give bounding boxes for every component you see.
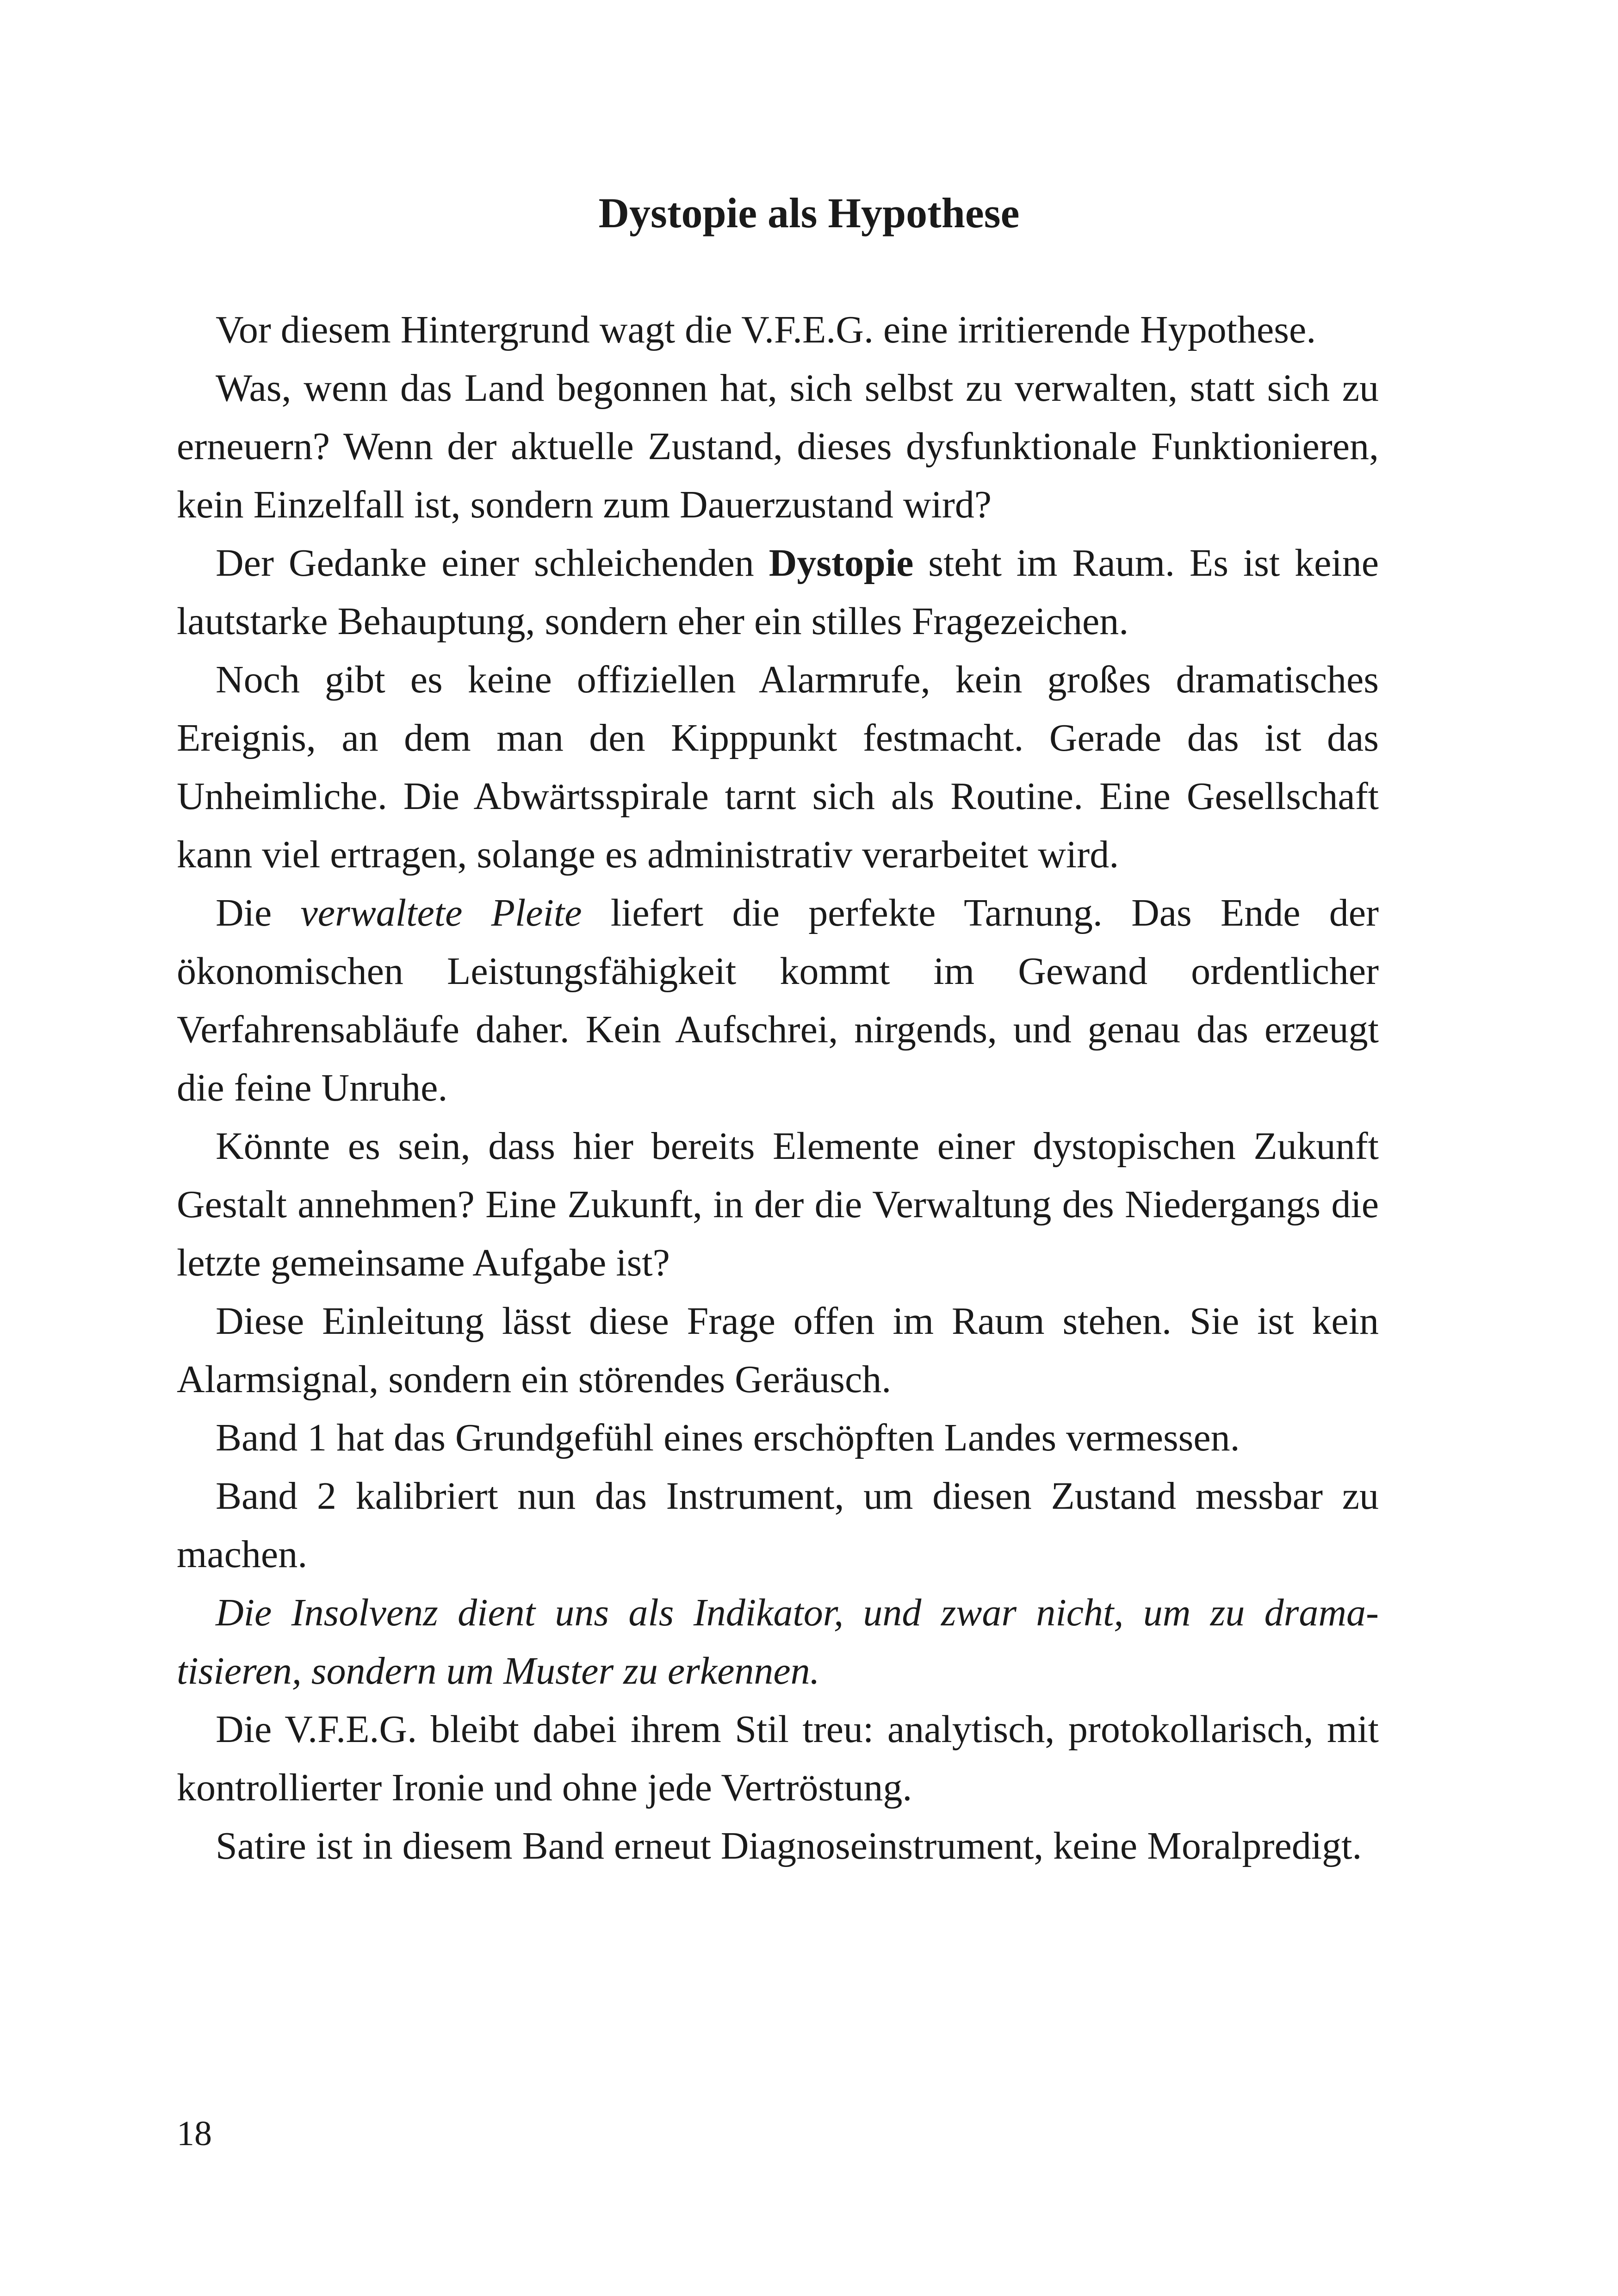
paragraph-text: Der Gedanke einer schleichenden — [216, 541, 769, 585]
page-number: 18 — [177, 2114, 212, 2153]
paragraph-text: Die — [216, 891, 301, 934]
paragraph: Diese Einleitung lässt diese Frage offen im Raum stehen. Sie ist kein Alarmsignal, sondern ein störendes Geräusch. — [177, 1300, 1379, 1401]
section-heading: Dystopie als Hypothese — [598, 189, 1020, 236]
paragraph — [177, 534, 1379, 651]
paragraph: Band 2 kalibriert nun das Instrument, um diesen Zustand messbar zu machen. — [177, 1475, 1379, 1576]
paragraph: Noch gibt es keine offiziellen Alarmrufe, kein großes dramatisches Ereignis, an dem man den Kipppunkt festmacht. Gerade das ist das Unheimliche. Die Abwärtsspirale tarnt sich als Routine. Eine Gesellschaft kann viel ertragen, solange es administrativ verarbeitet wird. — [177, 658, 1379, 876]
paragraph: Satire ist in diesem Band erneut Diagnoseinstrument, keine Moralpredigt. — [216, 1824, 1362, 1867]
paragraph: Was, wenn das Land begonnen hat, sich selbst zu verwalten, statt sich zu erneuern? Wenn der aktuelle Zustand, dieses dysfunktionale Funktionieren, kein Einzelfall ist, sondern zum Dauerzustand wird? — [177, 367, 1379, 526]
paragraph: Könnte es sein, dass hier bereits Elemente einer dystopischen Zukunft Gestalt annehmen? Eine Zukunft, in der die Verwaltung des Niedergangs die letzte gemeinsame Aufgabe ist? — [177, 1125, 1379, 1284]
paragraph-text: liefert die perfekte Tarnung. Das Ende der ökonomischen Leistungsfähigkeit kommt im Gewand ordentlicher Verfahrensabläufe daher. Kein Aufschrei, nirgends, und genau das erzeugt die feine Unruhe. — [177, 891, 1379, 1109]
body-text — [177, 301, 1379, 1875]
paragraph — [177, 884, 1379, 1117]
paragraph: Vor diesem Hintergrund wagt die V.F.E.G. eine irritierende Hypothese. — [216, 308, 1316, 351]
emphasis-bold: Dystopie — [769, 541, 914, 585]
emphasis-italic: verwaltete Pleite — [300, 891, 582, 934]
paragraph-text: steht im Raum. Es ist keine lautstarke Behauptung, sondern eher ein stilles Fragezeichen. — [177, 541, 1379, 643]
paragraph: Band 1 hat das Grundgefühl eines erschöpften Landes vermessen. — [216, 1416, 1240, 1459]
paragraph-italic: Die Insolvenz dient uns als Indikator, und zwar nicht, um zu dramatisieren, sondern um Muster zu erkennen. — [177, 1591, 1379, 1692]
paragraph: Die V.F.E.G. bleibt dabei ihrem Stil treu: analytisch, protokollarisch, mit kontrollierter Ironie und ohne jede Vertröstung. — [177, 1708, 1379, 1809]
